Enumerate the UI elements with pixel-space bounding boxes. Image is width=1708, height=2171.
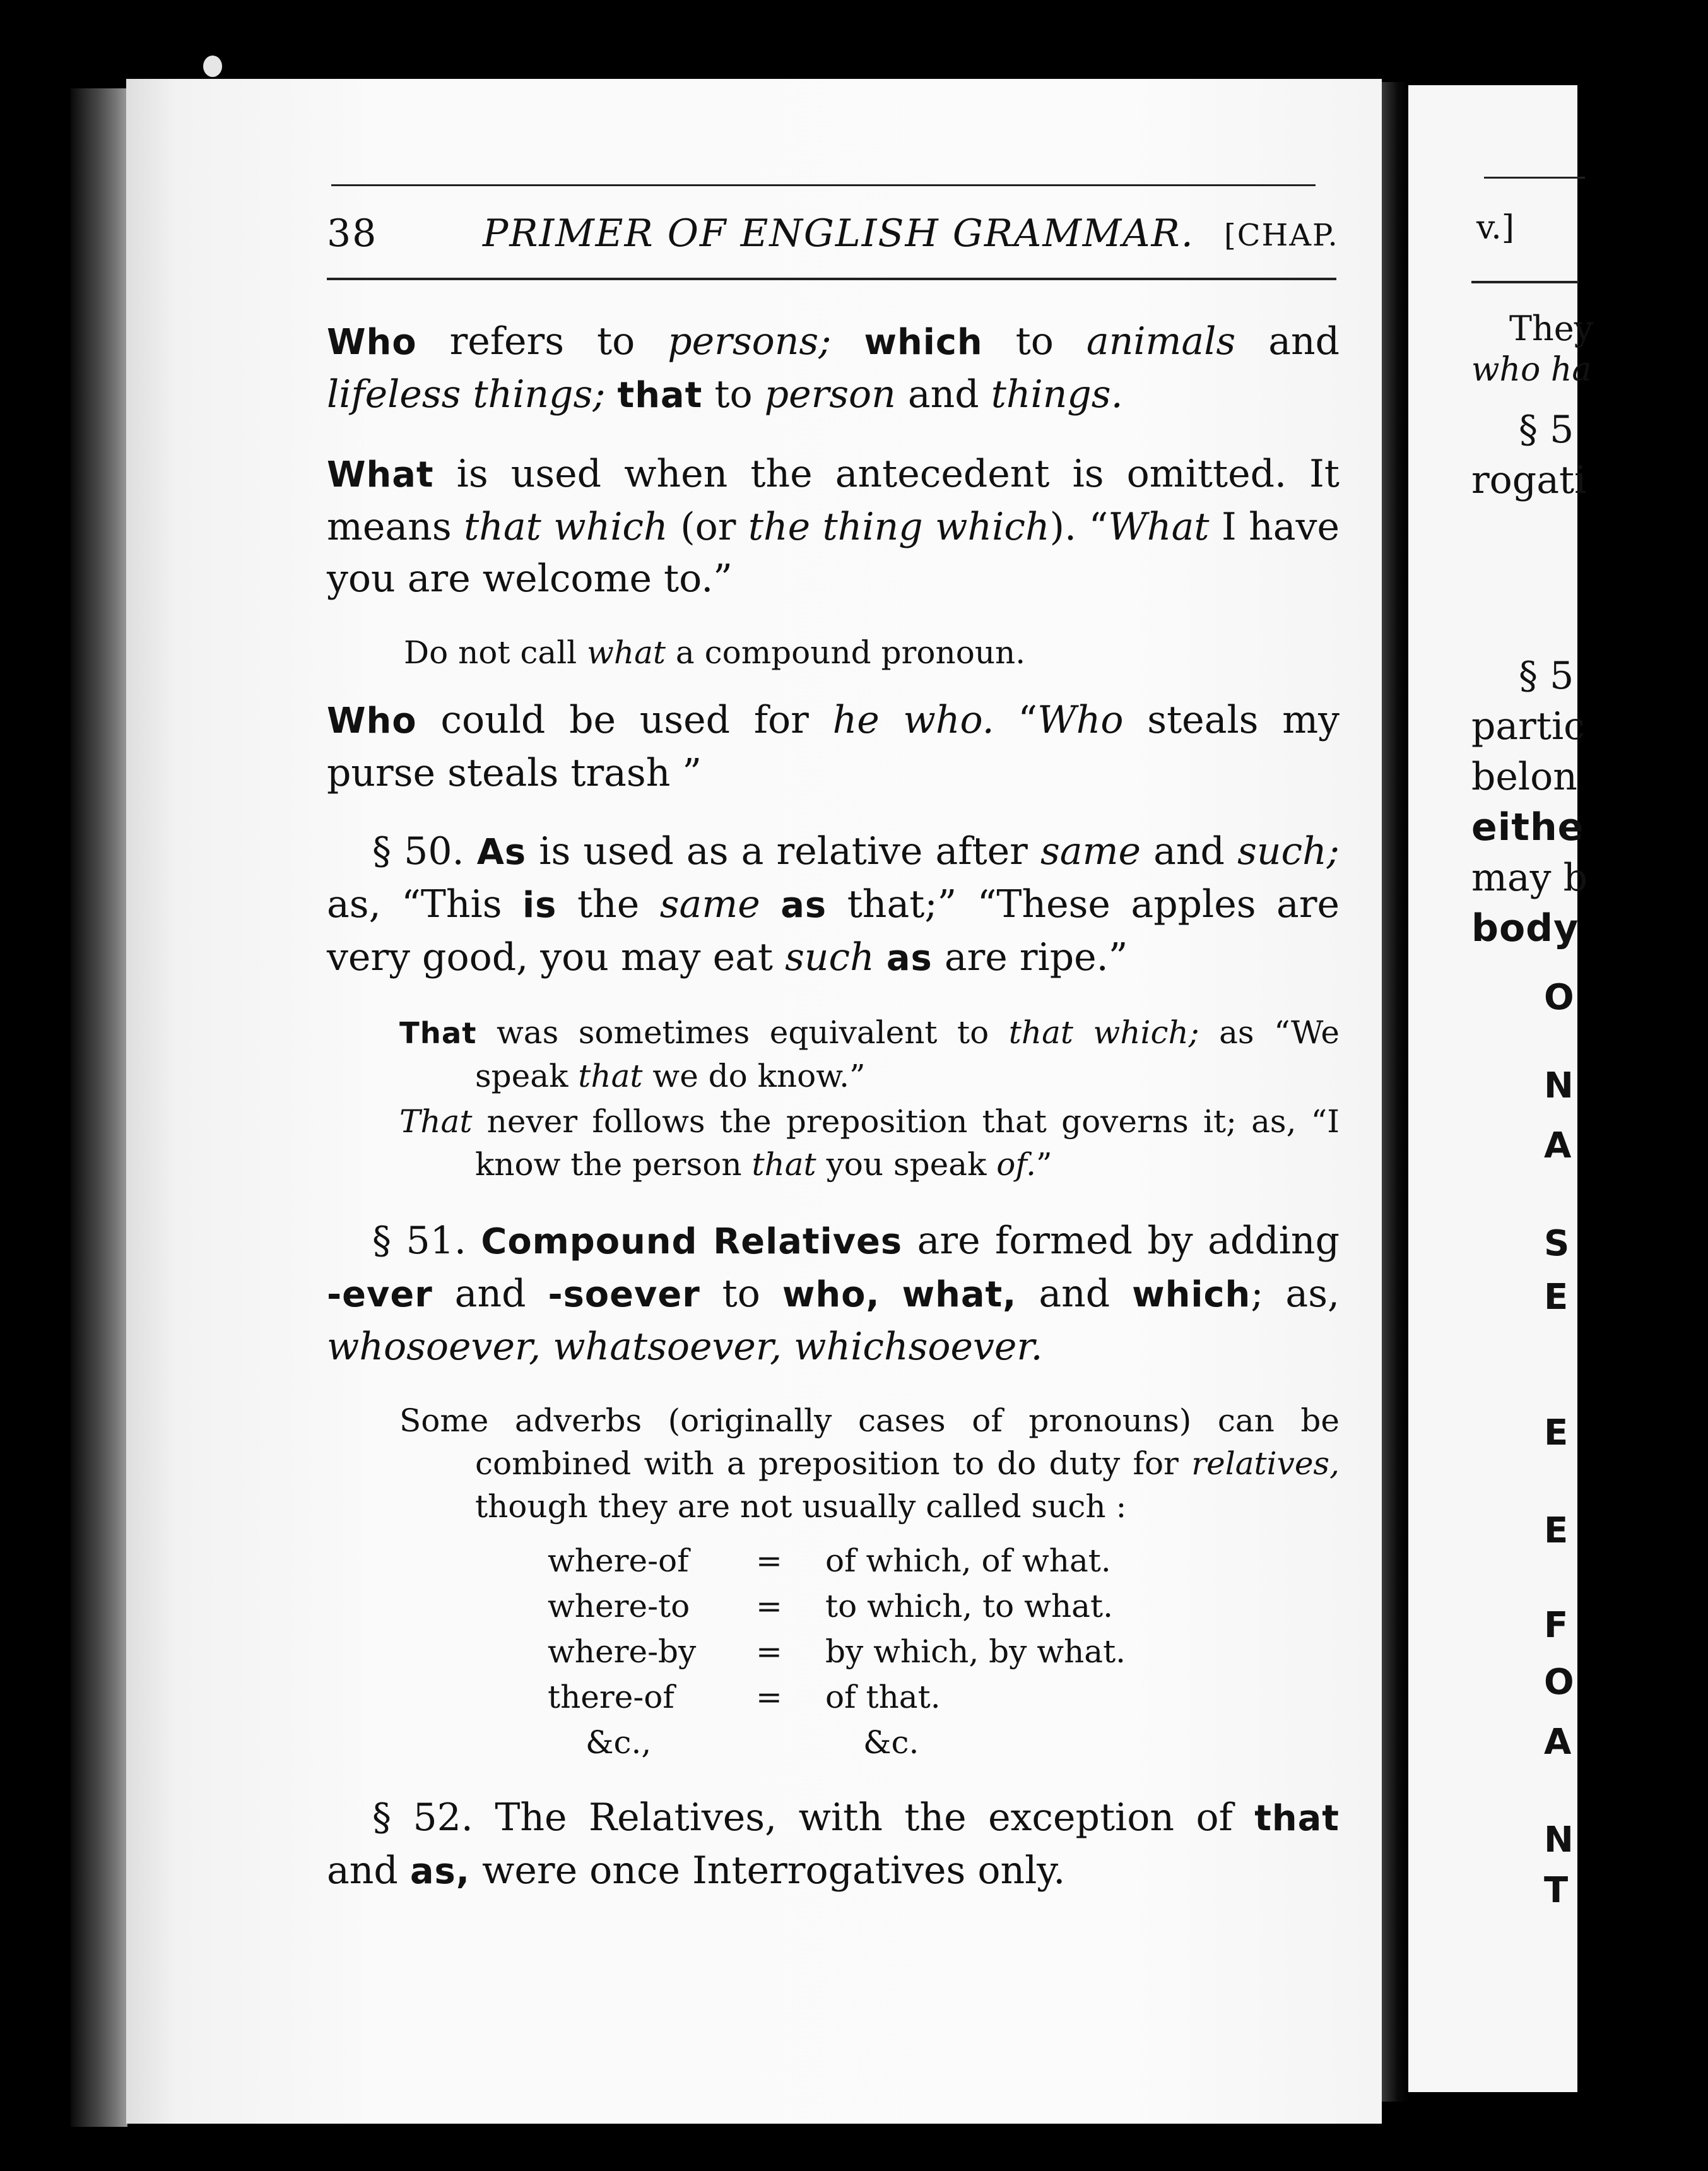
text: to [722,1272,760,1316]
bold-who: who, [782,1274,880,1315]
table-row [548,1721,1126,1766]
paragraph-what [327,448,1340,605]
italic-thing-which: the thing which [748,505,1050,549]
right-line: S [1544,1223,1570,1264]
italic-animals: animals [1086,319,1236,364]
text: and [327,1849,398,1893]
italic-of: of. [996,1146,1037,1183]
right-line: O [1544,1662,1575,1703]
right-page-header: v.] [1476,209,1515,247]
bold-that: that [617,375,703,416]
table-row [548,1630,1126,1676]
equivalent-meaning: of which, of what. [825,1542,1111,1579]
equals-sign: = [756,1679,782,1715]
italic-that: that [578,1058,643,1094]
italic-same: same [1040,829,1141,873]
italic-he-who: he who. [832,698,994,742]
bold-as: As [476,832,527,873]
equals-sign: = [756,1633,782,1670]
text: could be used for [440,698,809,742]
text: as “We speak [475,1014,1340,1094]
text: was sometimes equivalent to [496,1014,989,1051]
italic-such: such; [1237,829,1340,873]
italic-what: what [587,634,666,671]
bold-as: as, [409,1851,470,1892]
equivalents-table [548,1539,1126,1766]
right-line: They [1509,309,1594,348]
right-line: § 5 [1519,408,1574,452]
italic-that: That [399,1103,473,1140]
italic-lifeless-things: lifeless things; [327,372,606,417]
right-line: E [1544,1412,1569,1453]
italic-whosoever: whosoever, [327,1325,541,1369]
bold-which: which [1132,1274,1251,1315]
text: and [907,372,979,417]
italic-whatsoever: whatsoever, [553,1325,782,1369]
equivalent-word: where-by [548,1633,697,1670]
italic-whichsoever: whichsoever. [794,1325,1043,1369]
paragraph-who-which-that [327,316,1340,422]
italic-what: What [1108,505,1210,549]
right-line: A [1544,1125,1572,1166]
table-row [548,1676,1126,1721]
table-row [548,1585,1126,1630]
note-adverbs [399,1399,1340,1528]
equivalent-word: there-of [548,1679,674,1715]
text: as, “This [327,882,502,926]
paragraph-who-he-who [327,694,1340,799]
text: never follows the preposition that governs it; as, “I know the person [475,1103,1340,1183]
section-number: § 50. [372,829,464,873]
section-number: § 52. [372,1795,473,1840]
bold-as: as [886,938,933,979]
paper-speck [203,56,222,77]
text: are ripe.” [944,935,1128,979]
equals-sign [756,1721,825,1766]
text: refers to [449,319,635,364]
text: ). “ [1049,505,1109,549]
text: we do know.” [652,1058,866,1094]
page-text [327,316,1340,1924]
bold-that: that [1254,1798,1340,1839]
page-gutter [1382,82,1408,2102]
book-spine-edge [71,88,127,2127]
italic-persons: persons; [668,319,832,364]
italic-relatives: relatives, [1191,1445,1340,1482]
equivalent-meaning: by which, by what. [825,1633,1126,1670]
right-line: eithe [1471,805,1584,849]
bold-that: That [399,1016,477,1050]
right-line: N [1544,1819,1574,1860]
equivalent-word: where-to [548,1588,690,1624]
bold-what: What [327,454,434,495]
bold-soever: -soever [548,1274,700,1315]
right-line: F [1544,1605,1569,1646]
bold-ever: -ever [327,1274,433,1315]
italic-that-which: that which; [1008,1014,1199,1051]
equivalent-word: where-of [548,1542,689,1579]
section-50 [327,825,1340,985]
equivalent-meaning: &c. [863,1724,919,1761]
note-that-preposition [399,1100,1340,1186]
text: and [1268,319,1340,364]
note-compound-pronoun [327,631,1340,674]
running-title: PRIMER OF ENGLISH GRAMMAR. [483,211,1194,256]
right-line: T [1544,1870,1569,1911]
right-header-rule [1484,177,1585,179]
note-that-equivalent [399,1011,1340,1097]
equals-sign: = [756,1542,782,1579]
text: Some adverbs (originally cases of pronouns) can be combined with a preposition to do duty for [399,1402,1340,1482]
section-51 [327,1215,1340,1373]
right-line: O [1544,977,1575,1018]
text: is used when the antecedent is omitted. It means [327,452,1340,549]
right-line: E [1544,1277,1569,1318]
section-number: § 51. [372,1219,466,1263]
text: you speak [826,1146,987,1183]
equals-sign: = [756,1588,782,1624]
header-rule-bottom [327,278,1336,280]
text: that;” “These apples are very good, you may eat [327,882,1340,979]
text: a compound pronoun. [675,634,1026,671]
italic-who: Who [1037,698,1124,742]
text: (or [680,505,736,549]
bold-who: Who [327,322,417,363]
text: and [1153,829,1225,873]
right-line: belon [1471,755,1577,799]
text: though they are not usually called such : [475,1488,1127,1525]
bold-compound-relatives: Compound Relatives [481,1221,903,1262]
italic-such: such [785,935,875,979]
text: were once Interrogatives only. [482,1849,1066,1893]
bold-what: what, [902,1274,1017,1315]
right-line: rogati [1471,458,1587,502]
right-line: body [1471,906,1579,950]
text: and [454,1272,526,1316]
table-row [548,1539,1126,1585]
right-line: who ha [1471,351,1592,389]
italic-that-which: that which [464,505,668,549]
right-line: § 5 [1519,654,1574,698]
text: are formed by adding [917,1219,1340,1263]
notes-that [399,1011,1340,1186]
bold-as: as [780,885,827,926]
equivalent-meaning: of that. [825,1679,941,1715]
text: the [577,882,640,926]
equivalent-word: &c., [586,1724,652,1761]
text: and [1039,1272,1110,1316]
text: Do not call [404,634,577,671]
right-line: A [1544,1722,1572,1763]
text: to [1015,319,1054,364]
italic-things: things. [991,372,1123,417]
text: The Relatives, with the exception of [495,1795,1233,1840]
header-rule-top [331,184,1316,186]
text: “ [1018,698,1038,742]
text: I have you are welcome to.” [327,505,1340,601]
page-number: 38 [327,211,378,256]
right-line: E [1544,1510,1569,1551]
right-header-rule-bottom [1471,281,1579,283]
italic-person: person [764,372,896,417]
right-line: partic [1471,704,1585,748]
text: is used as a relative after [539,829,1028,873]
italic-that: that [751,1146,816,1183]
text: to [714,372,753,417]
text: ; as, [1251,1272,1340,1316]
bold-who: Who [327,701,417,742]
bold-is: is [522,885,557,926]
right-line: may b [1471,856,1588,900]
section-52 [327,1792,1340,1898]
bold-which: which [864,322,983,363]
equivalent-meaning: to which, to what. [825,1588,1113,1624]
chapter-marker: [CHAP. [1224,218,1339,253]
right-page [1408,85,1594,2092]
right-line: N [1544,1065,1574,1106]
italic-same: same [659,882,760,926]
text: steals my purse steals trash ” [327,698,1340,795]
text: ” [1036,1146,1052,1183]
